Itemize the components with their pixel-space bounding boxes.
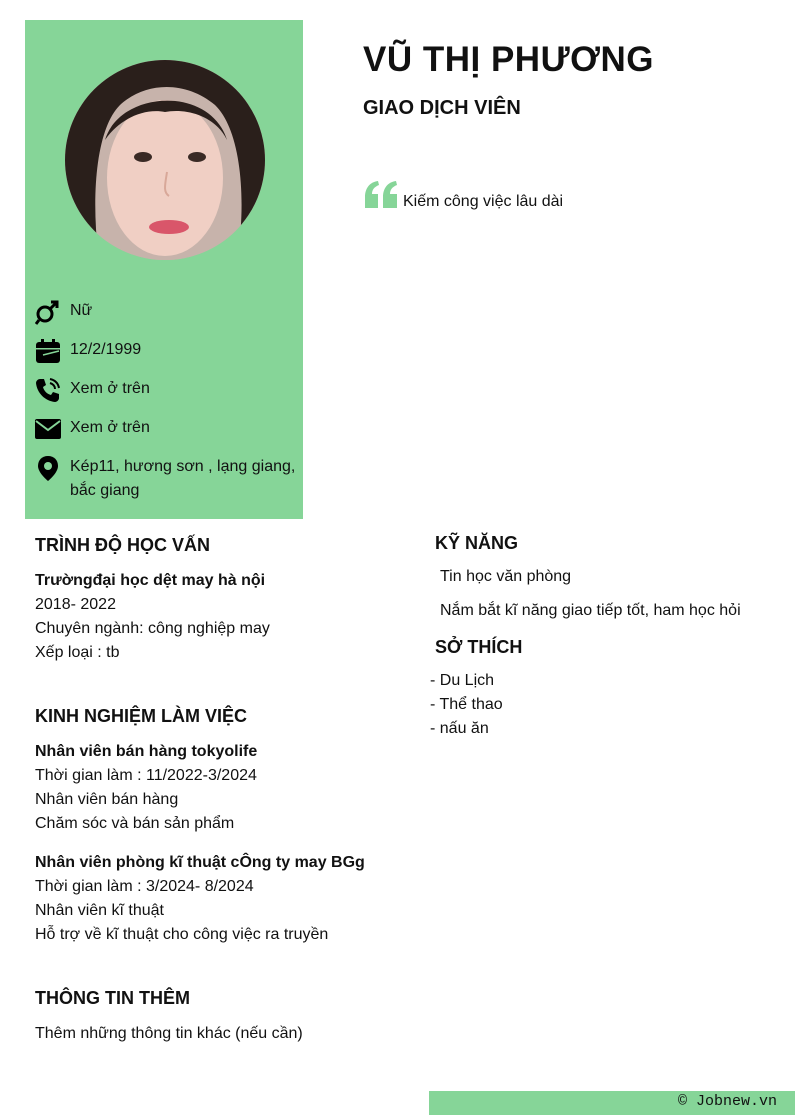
email-text: Xem ở trên bbox=[70, 419, 150, 436]
hobby-item: - Du Lịch bbox=[430, 672, 495, 689]
phone-icon bbox=[35, 377, 61, 403]
calendar-icon bbox=[35, 338, 61, 364]
contact-email bbox=[35, 419, 300, 442]
hobby-item: - nấu ăn bbox=[430, 720, 489, 737]
hobby-item: - Thể thao bbox=[430, 696, 503, 713]
job-period: Thời gian làm : 3/2024- 8/2024 bbox=[35, 878, 254, 895]
sidebar bbox=[25, 20, 303, 519]
quote-icon bbox=[363, 180, 399, 210]
address-line2: bắc giang bbox=[70, 482, 140, 499]
birthday-text: 12/2/1999 bbox=[70, 341, 142, 358]
gender-text: Nữ bbox=[70, 302, 93, 319]
location-icon bbox=[35, 455, 61, 481]
job-company: Nhân viên phòng kĩ thuật cÔng ty may BGg bbox=[35, 854, 365, 871]
contact-birthday bbox=[35, 341, 300, 364]
skill-item: Tin học văn phòng bbox=[440, 568, 572, 585]
job-position: Nhân viên kĩ thuật bbox=[35, 902, 164, 919]
candidate-name: VŨ THỊ PHƯƠNG bbox=[363, 40, 654, 79]
education-title: TRÌNH ĐỘ HỌC VẤN bbox=[35, 535, 210, 555]
footer-copyright[interactable]: © Jobnew.vn bbox=[677, 1093, 777, 1110]
footer-bar bbox=[429, 1091, 795, 1115]
contact-address bbox=[35, 458, 300, 503]
address-line1: Kép11, hương sơn , lạng giang, bbox=[70, 458, 296, 475]
address-text bbox=[70, 455, 295, 503]
job-description: Chăm sóc và bán sản phẩm bbox=[35, 815, 235, 832]
education-major: Chuyên ngành: công nghiệp may bbox=[35, 620, 270, 637]
avatar bbox=[65, 60, 265, 260]
education-years: 2018- 2022 bbox=[35, 596, 116, 613]
skills-title: KỸ NĂNG bbox=[435, 533, 519, 553]
gender-icon bbox=[35, 299, 61, 325]
contact-gender bbox=[35, 302, 300, 325]
skill-item: Nắm bắt kĩ năng giao tiếp tốt, ham học hỏi bbox=[440, 602, 741, 619]
job-company: Nhân viên bán hàng tokyolife bbox=[35, 743, 258, 760]
education-school: Trườngđại học dệt may hà nội bbox=[35, 572, 266, 589]
additional-text: Thêm những thông tin khác (nếu cần) bbox=[35, 1025, 303, 1042]
additional-title: THÔNG TIN THÊM bbox=[35, 988, 190, 1008]
job-period: Thời gian làm : 11/2022-3/2024 bbox=[35, 767, 257, 784]
email-icon bbox=[35, 416, 61, 442]
career-objective: Kiếm công việc lâu dài bbox=[403, 193, 564, 210]
job-position: Nhân viên bán hàng bbox=[35, 791, 179, 808]
job-description: Hỗ trợ về kĩ thuật cho công việc ra truyền bbox=[35, 926, 329, 943]
hobbies-title: SỞ THÍCH bbox=[435, 637, 523, 657]
experience-title: KINH NGHIỆM LÀM VIỆC bbox=[35, 706, 248, 726]
phone-text: Xem ở trên bbox=[70, 380, 150, 397]
education-rank: Xếp loại : tb bbox=[35, 644, 120, 661]
job-title: GIAO DỊCH VIÊN bbox=[363, 97, 521, 119]
contact-phone bbox=[35, 380, 300, 403]
